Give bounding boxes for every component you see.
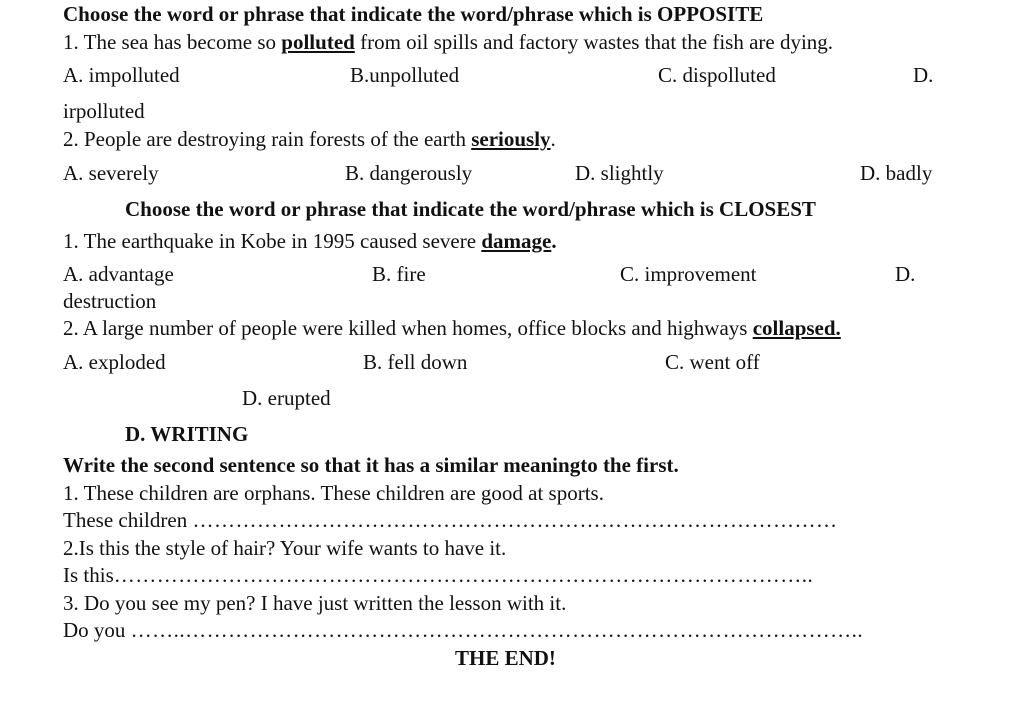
question-text: 2. A large number of people were killed when homes, office blocks and highways [63, 316, 753, 340]
option-d: D. [913, 63, 934, 87]
option-d: D. erupted [242, 386, 331, 410]
opposite-heading: Choose the word or phrase that indicate the word/phrase which is OPPOSITE [63, 2, 764, 26]
question-text: 2. People are destroying rain forests of the earth [63, 127, 472, 151]
option-a: A. impolluted [63, 63, 180, 87]
writing-prompt: 3. Do you see my pen? I have just written the lesson with it. [63, 591, 567, 615]
option-c: C. dispolluted [658, 63, 776, 87]
option-b: B. fell down [363, 350, 468, 374]
answer-blank: …………………………………………………………………………………….. [113, 563, 814, 587]
answer-start: These children [63, 508, 193, 532]
closest-q1 [63, 229, 557, 253]
question-text: . [551, 229, 557, 253]
option-b: B. fire [372, 262, 426, 286]
option-d-wrap: irpolluted [63, 99, 145, 123]
question-text: 1. The earthquake in Kobe in 1995 caused severe [63, 229, 482, 253]
question-keyword: seriously [471, 127, 551, 151]
answer-start: Do you [63, 618, 131, 642]
option-d: D. [895, 262, 916, 286]
question-keyword: polluted [281, 30, 355, 54]
option-d-wrap: destruction [63, 289, 157, 313]
closest-heading: Choose the word or phrase that indicate the word/phrase which is CLOSEST [125, 197, 816, 221]
opposite-q2 [63, 127, 556, 151]
answer-line [63, 508, 837, 532]
writing-title: D. WRITING [125, 422, 249, 446]
writing-instruction: Write the second sentence so that it has a similar meaningto the first. [63, 453, 679, 477]
answer-blank: ……………………………………………………………………………… [192, 508, 838, 532]
answer-start: Is this [63, 563, 114, 587]
question-text: 1. The sea has become so [63, 30, 282, 54]
option-c: D. slightly [575, 161, 664, 185]
question-text: from oil spills and factory wastes that the fish are dying. [354, 30, 834, 54]
closest-q2 [63, 316, 841, 340]
option-b: B. dangerously [345, 161, 473, 185]
question-text: . [550, 127, 556, 151]
option-d: D. badly [860, 161, 933, 185]
question-keyword: damage [481, 229, 552, 253]
question-keyword: collapsed. [752, 316, 841, 340]
writing-prompt: 1. These children are orphans. These children are good at sports. [63, 481, 604, 505]
writing-prompt: 2.Is this the style of hair? Your wife wants to have it. [63, 536, 507, 560]
footer-the-end: THE END! [455, 646, 556, 670]
answer-line [63, 618, 863, 642]
option-b: B.unpolluted [350, 63, 460, 87]
answer-blank: ……..………………………………………………………………………………….. [130, 618, 864, 642]
option-a: A. advantage [63, 262, 174, 286]
option-c: C. went off [665, 350, 760, 374]
option-a: A. severely [63, 161, 159, 185]
opposite-q1 [63, 30, 833, 54]
option-c: C. improvement [620, 262, 757, 286]
option-a: A. exploded [63, 350, 166, 374]
answer-line [63, 563, 813, 587]
